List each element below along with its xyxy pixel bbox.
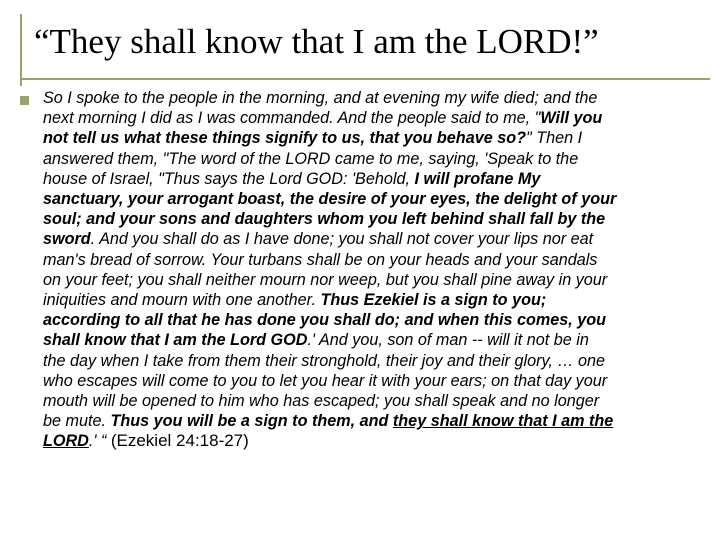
passage-line xyxy=(43,330,703,350)
passage-run: shall know that I am the Lord GOD xyxy=(43,331,308,350)
passage-run: So I spoke to the people in the morning, and at evening my wife died; and the xyxy=(43,89,598,107)
passage-run: mouth will be opened to him who has escaped; you shall speak and no longer xyxy=(43,392,600,411)
passage-run: the day when I take from them their stronghold, their joy and their glory, … one xyxy=(43,351,606,370)
title-left-rule xyxy=(20,14,22,86)
passage-run: . And you shall do as I have done; you shall not cover your lips nor eat xyxy=(90,230,594,249)
passage-run: sanctuary, your arrogant boast, the desire of your eyes, the delight of your xyxy=(43,190,617,209)
scripture-passage xyxy=(43,88,703,452)
passage-run: Thus Ezekiel is a sign to you; xyxy=(320,291,547,310)
passage-run: Thus you will be a sign to them, and xyxy=(110,412,393,431)
passage-line xyxy=(43,128,703,148)
passage-run: Will you xyxy=(540,109,603,128)
passage-run: I will profane My xyxy=(414,169,541,188)
passage-line xyxy=(43,290,703,310)
passage-run: .' “ xyxy=(88,432,111,451)
passage-line xyxy=(43,270,703,290)
slide-title: “They shall know that I am the LORD!” xyxy=(34,22,599,61)
passage-line xyxy=(43,310,703,330)
passage-run: on your feet; you shall neither mourn nor weep, but you shall pine away in your xyxy=(43,270,608,289)
passage-run: be mute. xyxy=(43,412,111,431)
passage-run: house of Israel, "Thus says the Lord GOD: 'Behold, xyxy=(43,169,415,188)
passage-line xyxy=(43,351,703,371)
passage-run: next morning I did as I was commanded. And the people said to me, " xyxy=(43,109,541,128)
passage-run: according to all that he has done you shall do; and when this comes, you xyxy=(43,311,607,330)
passage-run: soul; and your sons and daughters whom you left behind shall fall by the xyxy=(43,210,606,229)
passage-run: .' And you, son of man -- will it not be in xyxy=(307,331,589,350)
square-bullet-icon xyxy=(20,96,29,105)
passage-run: answered them, "The word of the LORD came to me, saying, 'Speak to the xyxy=(43,149,579,168)
passage-run: (Ezekiel 24:18-27) xyxy=(110,431,249,451)
passage-line xyxy=(43,169,703,189)
passage-run: man's bread of sorrow. Your turbans shall be on your heads and your sandals xyxy=(43,250,598,269)
passage-line xyxy=(43,229,703,249)
passage-line xyxy=(43,250,703,270)
passage-line xyxy=(43,411,703,431)
passage-line xyxy=(43,371,703,391)
passage-line xyxy=(43,391,703,411)
passage-line xyxy=(43,108,703,128)
passage-run: they shall know that I am the xyxy=(392,412,614,431)
passage-run: LORD xyxy=(43,432,89,451)
passage-run: iniquities and mourn with one another. xyxy=(43,291,321,310)
passage-line xyxy=(43,431,703,451)
passage-line xyxy=(43,189,703,209)
passage-run: sword xyxy=(43,230,91,249)
passage-line xyxy=(43,88,703,108)
passage-run: " Then I xyxy=(525,129,583,148)
passage-run: not tell us what these things signify to us, that you behave so? xyxy=(43,129,526,148)
passage-run: who escapes will come to you to let you hear it with your ears; on that day your xyxy=(43,371,608,390)
passage-line xyxy=(43,209,703,229)
passage-line xyxy=(43,149,703,169)
